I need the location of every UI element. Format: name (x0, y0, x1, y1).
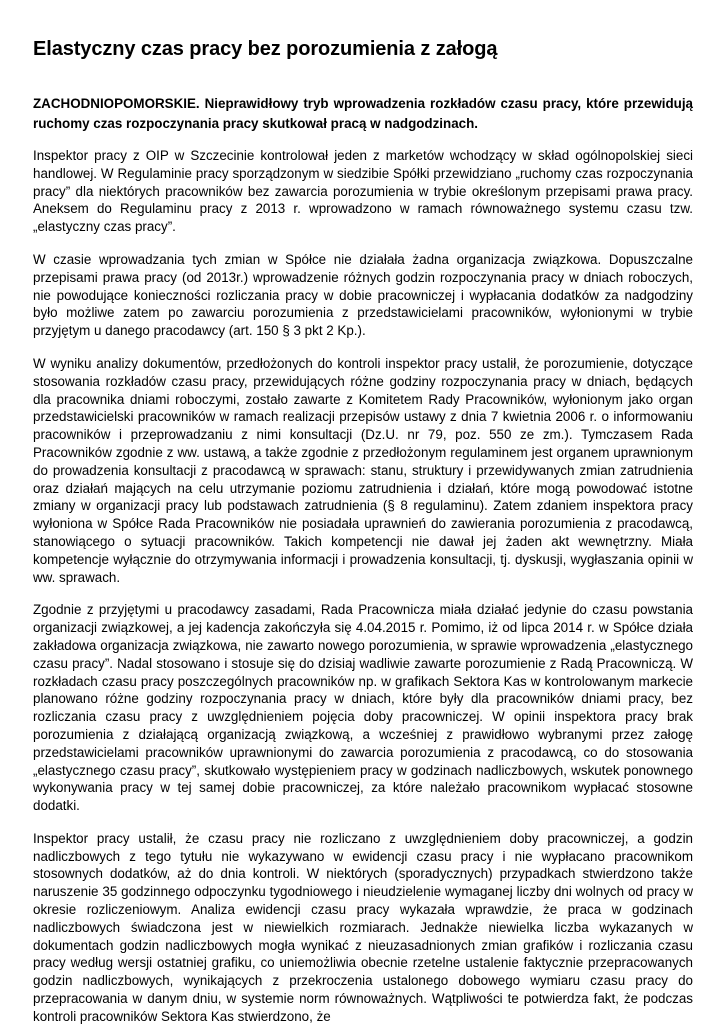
article-paragraph-2: W czasie wprowadzania tych zmian w Spółce nie działała żadna organizacja związkowa. Dopuszczalne przepisami prawa pracy (od 2013r.) wprowadzenie różnych godzin rozpoczynania pracy w dniach roboczych, nie powodujące konieczności rozliczania pracy w dobie pracowniczej i wypłacania dodatków za nadgodziny było możliwe zatem po zawarciu porozumienia z przedstawicielami pracowników, wyłonionymi w trybie przyjętym u danego pracodawcy (art. 150 § 3 pkt 2 Kp.). (33, 251, 693, 339)
article-paragraph-4: Zgodnie z przyjętymi u pracodawcy zasadami, Rada Pracownicza miała działać jedynie do czasu powstania organizacji związkowej, a jej kadencja zakończyła się 4.04.2015 r. Pomimo, iż od lipca 2014 r. w Spółce działa zakładowa organizacja związkowa, nie zawarto nowego porozumienia, w sprawie wprowadzenia „elastycznego czasu pracy”. Nadal stosowano i stosuje się do dzisiaj wadliwie zawarte porozumienie z Radą Pracowniczą. W rozkładach czasu pracy poszczególnych pracowników np. w grafikach Sektora Kas w kontrolowanym markecie planowano różne godziny rozpoczynania pracy w dniach, które były dla pracowników dniami pracy, bez rozliczania czasu pracy z uwzględnieniem pojęcia doby pracowniczej. W opinii inspektora pracy brak porozumienia z działającą organizacją związkową, a wcześniej z prawidłowo wybranymi przez załogę przedstawicielami pracowników uprawnionymi do zawarcia porozumienia z pracodawcą, co do stosowania „elastycznego czasu pracy”, skutkowało występieniem pracy w godzinach nadliczbowych, wskutek ponownego wykonywania pracy w tej samej dobie pracowniczej, za które należało pracownikom wypłacać stosowne dodatki. (33, 602, 693, 814)
article-paragraph-1: Inspektor pracy z OIP w Szczecinie kontrolował jeden z marketów wchodzący w skład ogólnopolskiej sieci handlowej. W Regulaminie pracy sporządzonym w siedzibie Spółki przewidziano „ruchomy czas rozpoczynania pracy” dla niektórych pracowników bez zawarcia porozumienia w trybie określonym przepisami prawa pracy. Aneksem do Regulaminu pracy z 2013 r. wprowadzono w ramach równoważnego systemu czasu tzw. „elastyczny czas pracy”. (33, 148, 693, 235)
article-paragraph-5: Inspektor pracy ustalił, że czasu pracy nie rozliczano z uwzględnieniem doby pracowniczej, a godzin nadliczbowych z tego tytułu nie wykazywano w ewidencji czasu pracy i nie wypłacano pracownikom stosownych dodatków, aż do dnia kontroli. W niektórych (sporadycznych) przypadkach stwierdzono także naruszenie 35 godzinnego odpoczynku tygodniowego i nieudzielenie wymaganej liczby dni wolnych od pracy w okresie rozliczeniowym. Analiza ewidencji czasu pracy wykazała wprawdzie, że praca w godzinach nadliczbowych świadczona jest w niewielkich rozmiarach. Jednakże niewielka liczba wykazanych w dokumentach godzin nadliczbowych mogła wynikać z nieuzasadnionych zmian grafików i rozliczania czasu pracy według wersji ostatniej grafiku, co uniemożliwia obecnie rzetelne ustalenie faktycznie przepracowanych godzin nadliczbowych, wynikających z przekroczenia ustalonego dobowego wymiaru czasu pracy do przepracowania w danym dniu, w systemie norm równoważnych. Wątpliwości te potwierdza fakt, że podczas kontroli pracowników Sektora Kas stwierdzono, że (33, 830, 693, 1024)
article-lead: ZACHODNIOPOMORSKIE. Nieprawidłowy tryb wprowadzenia rozkładów czasu pracy, które przewidują ruchomy czas rozpoczynania pracy skutkował pracą w nadgodzinach. (33, 96, 693, 131)
article-title: Elastyczny czas pracy bez porozumienia z załogą (33, 38, 498, 60)
article-paragraph-3: W wyniku analizy dokumentów, przedłożonych do kontroli inspektor pracy ustalił, że porozumienie, dotyczące stosowania rozkładów czasu pracy, przewidujących różne godziny rozpoczynania pracy w dniach, będących dla pracownika dniami roboczymi, zostało zawarte z Komitetem Rady Pracowników, wyłonionym jako organ przedstawicielski pracowników w ramach realizacji przepisów ustawy z dnia 7 kwietnia 2006 r. o informowaniu pracowników i przeprowadzaniu z nimi konsultacji (Dz.U. nr 79, poz. 550 ze zm.). Tymczasem Rada Pracowników zgodnie z ww. ustawą, a także zgodnie z przedłożonym regulaminem jest organem uprawnionym do prowadzenia konsultacji z pracodawcą w sprawach: stanu, struktury i przewidywanych zmian zatrudnienia oraz działań mających na celu utrzymanie poziomu zatrudnienia i działań, które mogą powodować istotne zmiany w organizacji pracy lub podstawach zatrudnienia (§ 8 regulaminu). Zatem zdaniem inspektora pracy wyłoniona w Spółce Rada Pracowników nie posiadała uprawnień do zawierania porozumienia z pracodawcą, stanowiącego o sytuacji pracowników. Takich kompetencji nie dawał jej żaden akt wewnętrzny. Miała kompetencje wyłącznie do otrzymywania informacji i prowadzenia konsultacji, tj. dyskusji, wygłaszania opinii w ww. sprawach. (33, 355, 693, 585)
